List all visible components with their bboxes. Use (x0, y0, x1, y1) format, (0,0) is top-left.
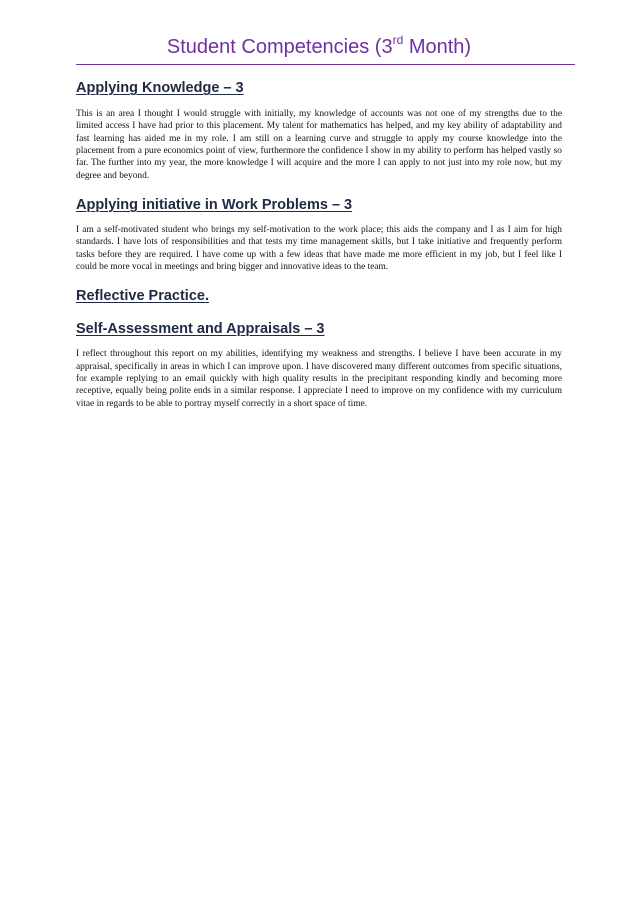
title-main: Student Competencies (3 (166, 36, 393, 58)
heading-applying-knowledge: Applying Knowledge – 3 (76, 80, 244, 96)
heading-reflective-practice: Reflective Practice. (76, 288, 209, 305)
paragraph-applying-knowledge: This is an area I thought I would struggle with initially, my knowledge of accounts was not one of my strengths due to the limited access I have had prior to this placement. My talent for mathematics has helped, and my key ability of adaptability and fast learning has aided me in my role. I am still on a learning curve and struggle to apply my course knowledge into the placement from a pure economics point of view, furthermore the confidence I show in my ability to perform has helped vastly so far. The further into my year, the more knowledge I will acquire and the more I can apply to not just into my role now, but my degree and beyond. (76, 109, 562, 181)
title-end: Month) (403, 36, 472, 58)
title-superscript: rd (392, 33, 404, 47)
heading-self-assessment: Self-Assessment and Appraisals – 3 (76, 321, 325, 338)
page-title (0, 34, 638, 60)
heading-applying-initiative: Applying initiative in Work Problems – 3 (76, 197, 353, 214)
paragraph-self-assessment: I reflect throughout this report on my abilities, identifying my weakness and strengths. I believe I have been accurate in my appraisal, specifically in areas in which I can improve upon. I have discovered many different outcomes from specific situations, for example replying to an email quickly with high quality results in the precipitant responding kindly and becoming more receptive, equally being polite ends in a similar response. I appreciate I need to improve on my confidence with my curriculum vitae in regards to be able to portray myself correctly in a short space of time. (76, 349, 562, 409)
title-underline-rule (76, 64, 575, 65)
paragraph-applying-initiative: I am a self-motivated student who brings my self-motivation to the work place; this aids the company and I as I aim for high standards. I have lots of responsibilities and that tests my time management skills, but I take initiative and frequently perform tasks before they are required. I have come up with a few ideas that have made me more efficient in my job, but I feel like I could be more vocal in meetings and bring bigger and innovative ideas to the team. (76, 225, 562, 273)
document-body (76, 78, 562, 410)
